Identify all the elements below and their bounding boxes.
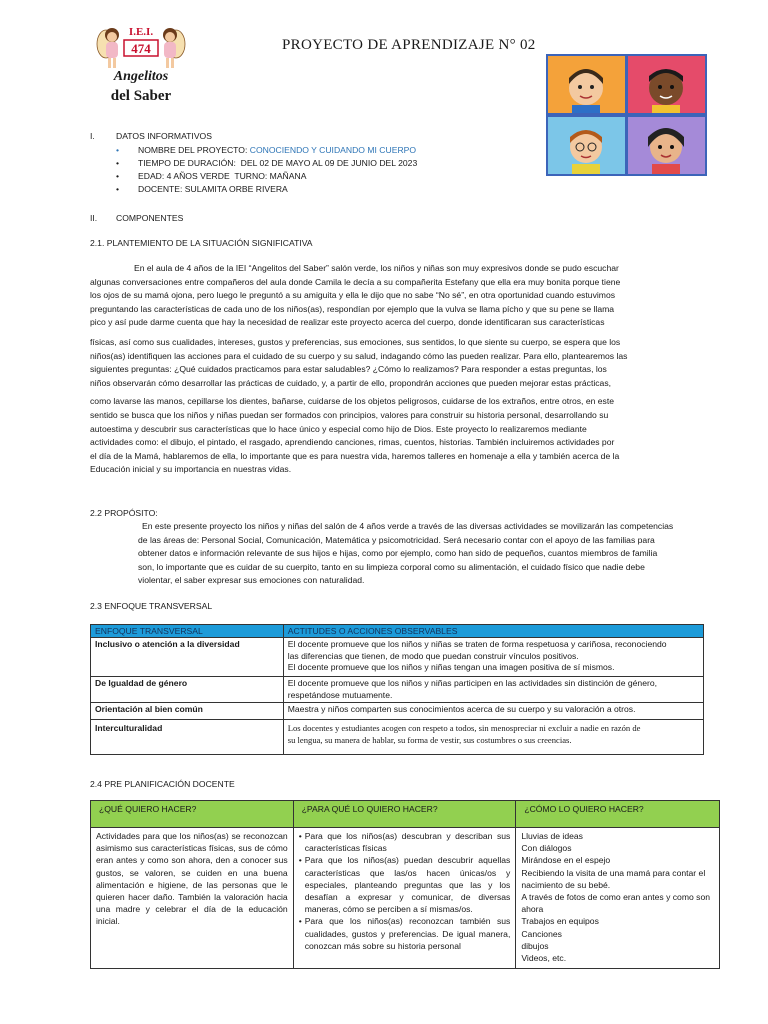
actitudes-cell: El docente promueve que los niños y niñas participen en las actividades sin distinción de género, respetándose mutuamente. xyxy=(283,677,703,703)
actitudes-cell: El docente promueve que los niños y niñas se traten de forma respetuosa y cariñosa, reconociendo las diferencias que tienen, de modo que puedan construir vínculos positivos. El docente promueve que los niños y niñas tengan una imagen positiva de sí mismos. xyxy=(283,638,703,677)
actitudes-cell: Los docentes y estudiantes acogen con respeto a todos, sin menospreciar ni excluir a nadie en razón de su lengua, su manera de hablar, su forma de vestir, sus costumbres o sus creencias. xyxy=(283,720,703,755)
actitudes-cell: Maestra y niños comparten sus conocimientos acerca de su cuerpo y su valoración a otros. xyxy=(283,703,703,720)
table-header-row xyxy=(91,625,704,638)
table-row xyxy=(91,703,704,720)
section-1-number: I. xyxy=(90,131,95,141)
child-face-4 xyxy=(628,117,705,174)
text-line: físicas, así como sus cualidades, intereses, gustos y preferencias, sus emociones, sus sentidos, lo que siente su cuerpo, se espera que los xyxy=(90,336,621,347)
para-que-cell xyxy=(293,828,516,969)
enfoque-cell: Interculturalidad xyxy=(91,720,284,755)
page-title: PROYECTO DE APRENDIZAJE N° 02 xyxy=(282,37,536,53)
list-item: • Para que los niños(as) puedan descubrir aquellas características que las/os hacen únicas/os y especiales, planteando preguntas que las y los desafían a expresar y comunicar, de diversas maneras, cómo se perciben a sí mismas/os. xyxy=(298,855,511,915)
list-item: • NOMBRE DEL PROYECTO: CONOCIENDO Y CUIDANDO MI CUERPO xyxy=(116,145,417,155)
situation-heading: 2.1. PLANTEMIENTO DE LA SITUACIÓN SIGNIFICATIVA xyxy=(90,238,313,248)
text-line: sentido se busca que los niños y niñas puedan ser formados con principios, valores para construir su historia personal, desarrollando su xyxy=(90,409,609,420)
como-cell xyxy=(516,828,720,969)
enfoque-cell: Inclusivo o atención a la diversidad xyxy=(91,638,284,677)
list-item: Canciones xyxy=(521,928,562,939)
list-item: Recibiendo la visita de una mamá para contar el nacimiento de su bebé. xyxy=(521,867,706,890)
table-header-row xyxy=(91,801,720,828)
text-line: niños observarán cómo desarrollar las prácticas de cuidado, y, a partir de ello, propondrán acciones que pueden mejorar estas prácticas, xyxy=(90,377,612,388)
list-item: Mirándose en el espejo xyxy=(521,855,611,866)
enfoque-heading: 2.3 ENFOQUE TRANSVERSAL xyxy=(90,601,213,611)
text-line: como lavarse las manos, cepillarse los dientes, bañarse, cuidarse de los objetos peligrosos, cuidarse de los extraños, entre otros, en este xyxy=(90,396,615,407)
table-row xyxy=(91,720,704,755)
text-line: preguntando las características de cada uno de los niños(as), respondían por ejemplo que la vulva se llama pícho y que su pene se llama xyxy=(90,303,615,314)
list-item: Trabajos en equipos xyxy=(521,916,599,927)
column-header: ACTITUDES O ACCIONES OBSERVABLES xyxy=(283,625,703,638)
list-item: A través de fotos de como eran antes y como son ahora xyxy=(521,892,711,915)
text-line: autoestima y descubrir sus características que lo hace único y especial como hijo de Dios. Este proyecto lo realizaremos mediante xyxy=(90,423,587,434)
datos-informativos-list xyxy=(116,144,538,196)
enfoque-table xyxy=(90,624,704,755)
list-item: dibujos xyxy=(521,940,549,951)
child-face-1 xyxy=(548,56,625,113)
text-line: niños(as) identifiquen las acciones para el cuidado de su cuerpo y su salud, indagando cómo las pueden realizar. Para ello, plantearemos las xyxy=(90,350,628,361)
list-item: Lluvias de ideas xyxy=(521,831,583,841)
list-item: • TIEMPO DE DURACIÓN: DEL 02 DE MAYO AL 09 DE JUNIO DEL 2023 xyxy=(116,158,418,168)
table-row xyxy=(91,638,704,677)
section-1-label: DATOS INFORMATIVOS xyxy=(116,131,212,141)
column-header: ¿CÓMO LO QUIERO HACER? xyxy=(516,801,720,828)
children-faces-image xyxy=(546,54,707,176)
logo-name2-text: del Saber xyxy=(110,88,172,104)
section-2-number: II. xyxy=(90,213,98,223)
school-logo xyxy=(92,22,190,106)
planificacion-table xyxy=(90,800,720,969)
list-item: • EDAD: 4 AÑOS VERDE TURNO: MAÑANA xyxy=(116,171,307,181)
text-line: actividades como: el dibujo, el pintado, el rasgado, aprendiendo canciones, rimas, cuentos, historias. También incluiremos actividades por xyxy=(90,437,615,448)
list-item: • Para que los niños(as) descubran y describan sus características físicas xyxy=(298,831,511,854)
logo-name1-text: Angelitos xyxy=(113,69,169,84)
logo-number-text: 474 xyxy=(131,41,151,56)
text-line: En el aula de 4 años de la IEI “Angelitos del Saber” salón verde, los niños y niñas son muy expresivos donde se pudo escuchar xyxy=(134,263,619,273)
column-header: ENFOQUE TRANSVERSAL xyxy=(91,625,284,638)
text-line: el día de la Mamá, hablaremos de ella, lo importante que es para nuestra vida, haremos talleres en homenaje a ella y también acerca de la xyxy=(90,450,620,461)
text-line: siguientes preguntas: ¿Qué cuidados practicamos para estar saludables? ¿Cómo lo realizamos? Para responder a estas preguntas, los xyxy=(90,364,607,375)
child-face-3 xyxy=(548,117,625,174)
purpose-paragraph xyxy=(138,520,700,588)
text-line: pico y así pude darme cuenta que hay la necesidad de realizar este proyecto acerca del cuerpo, donde identificaran sus características xyxy=(90,317,605,328)
logo-iei-text: I.E.I. xyxy=(128,26,154,38)
situation-paragraph xyxy=(90,262,686,477)
list-item: • DOCENTE: SULAMITA ORBE RIVERA xyxy=(116,184,288,194)
text-line: obtener datos e información relevante de sus hijos e hijas, como por ejemplo, como han sido de pequeños, cuantos miembros de familia xyxy=(138,548,658,559)
enfoque-cell: Orientación al bien común xyxy=(91,703,284,720)
que-quiero-cell: Actividades para que los niños(as) se reconozcan asimismo sus características físicas, sus de cómo eran antes y como son ahora, den a conocer sus gustos, se valoren, se cuiden en una buena alimentación e higiene, de las personas que le quieren hacer daño. También la valoración hacia una madre y celebrar el día de la educación inicial. xyxy=(91,828,294,969)
table-row xyxy=(91,677,704,703)
child-face-2 xyxy=(628,56,705,113)
text-line: algunas conversaciones entre compañeros del aula donde Camila le decía a su compañerita Estefany que ella era muy bonita porque tiene xyxy=(90,276,621,287)
column-header: ¿QUÉ QUIERO HACER? xyxy=(91,801,294,828)
text-line: violentar, el saber expresar sus emociones con naturalidad. xyxy=(138,575,365,586)
list-item: • Para que los niños(as) reconozcan también sus cualidades, gustos y preferencias. De igual manera, conozcan más sobre su historia personal xyxy=(298,916,511,951)
column-header: ¿PARA QUÉ LO QUIERO HACER? xyxy=(293,801,516,828)
planificacion-heading: 2.4 PRE PLANIFICACIÓN DOCENTE xyxy=(90,779,235,789)
text-line: En este presente proyecto los niños y niñas del salón de 4 años verde a través de las diversas actividades se movilizarán las competencias xyxy=(142,521,674,531)
table-row xyxy=(91,828,720,969)
text-line: de las áreas de: Personal Social, Comunicación, Matemática y psicomotricidad. Será necesario contar con el apoyo de las familias para xyxy=(138,534,655,545)
text-line: Educación inicial y su importancia en nuestras vidas. xyxy=(90,464,292,475)
text-line: los ojos de su mamá ojona, pero luego le preguntó a su amiguita y ella le dijo que no sabe “No sé”, en otra oportunidad cuando estuvimos xyxy=(90,290,616,301)
section-2-label: COMPONENTES xyxy=(116,213,184,223)
list-item: Con diálogos xyxy=(521,843,572,854)
enfoque-cell: De Igualdad de género xyxy=(91,677,284,703)
text-line: son, lo importante que es cuidar de su cuerpito, tanto en su limpieza corporal como su alimentación, el cuidado físico que nadie debe xyxy=(138,561,645,572)
list-item: Videos, etc. xyxy=(521,953,567,964)
purpose-heading: 2.2 PROPÓSITO: xyxy=(90,508,158,518)
project-name: CONOCIENDO Y CUIDANDO MI CUERPO xyxy=(249,145,417,155)
